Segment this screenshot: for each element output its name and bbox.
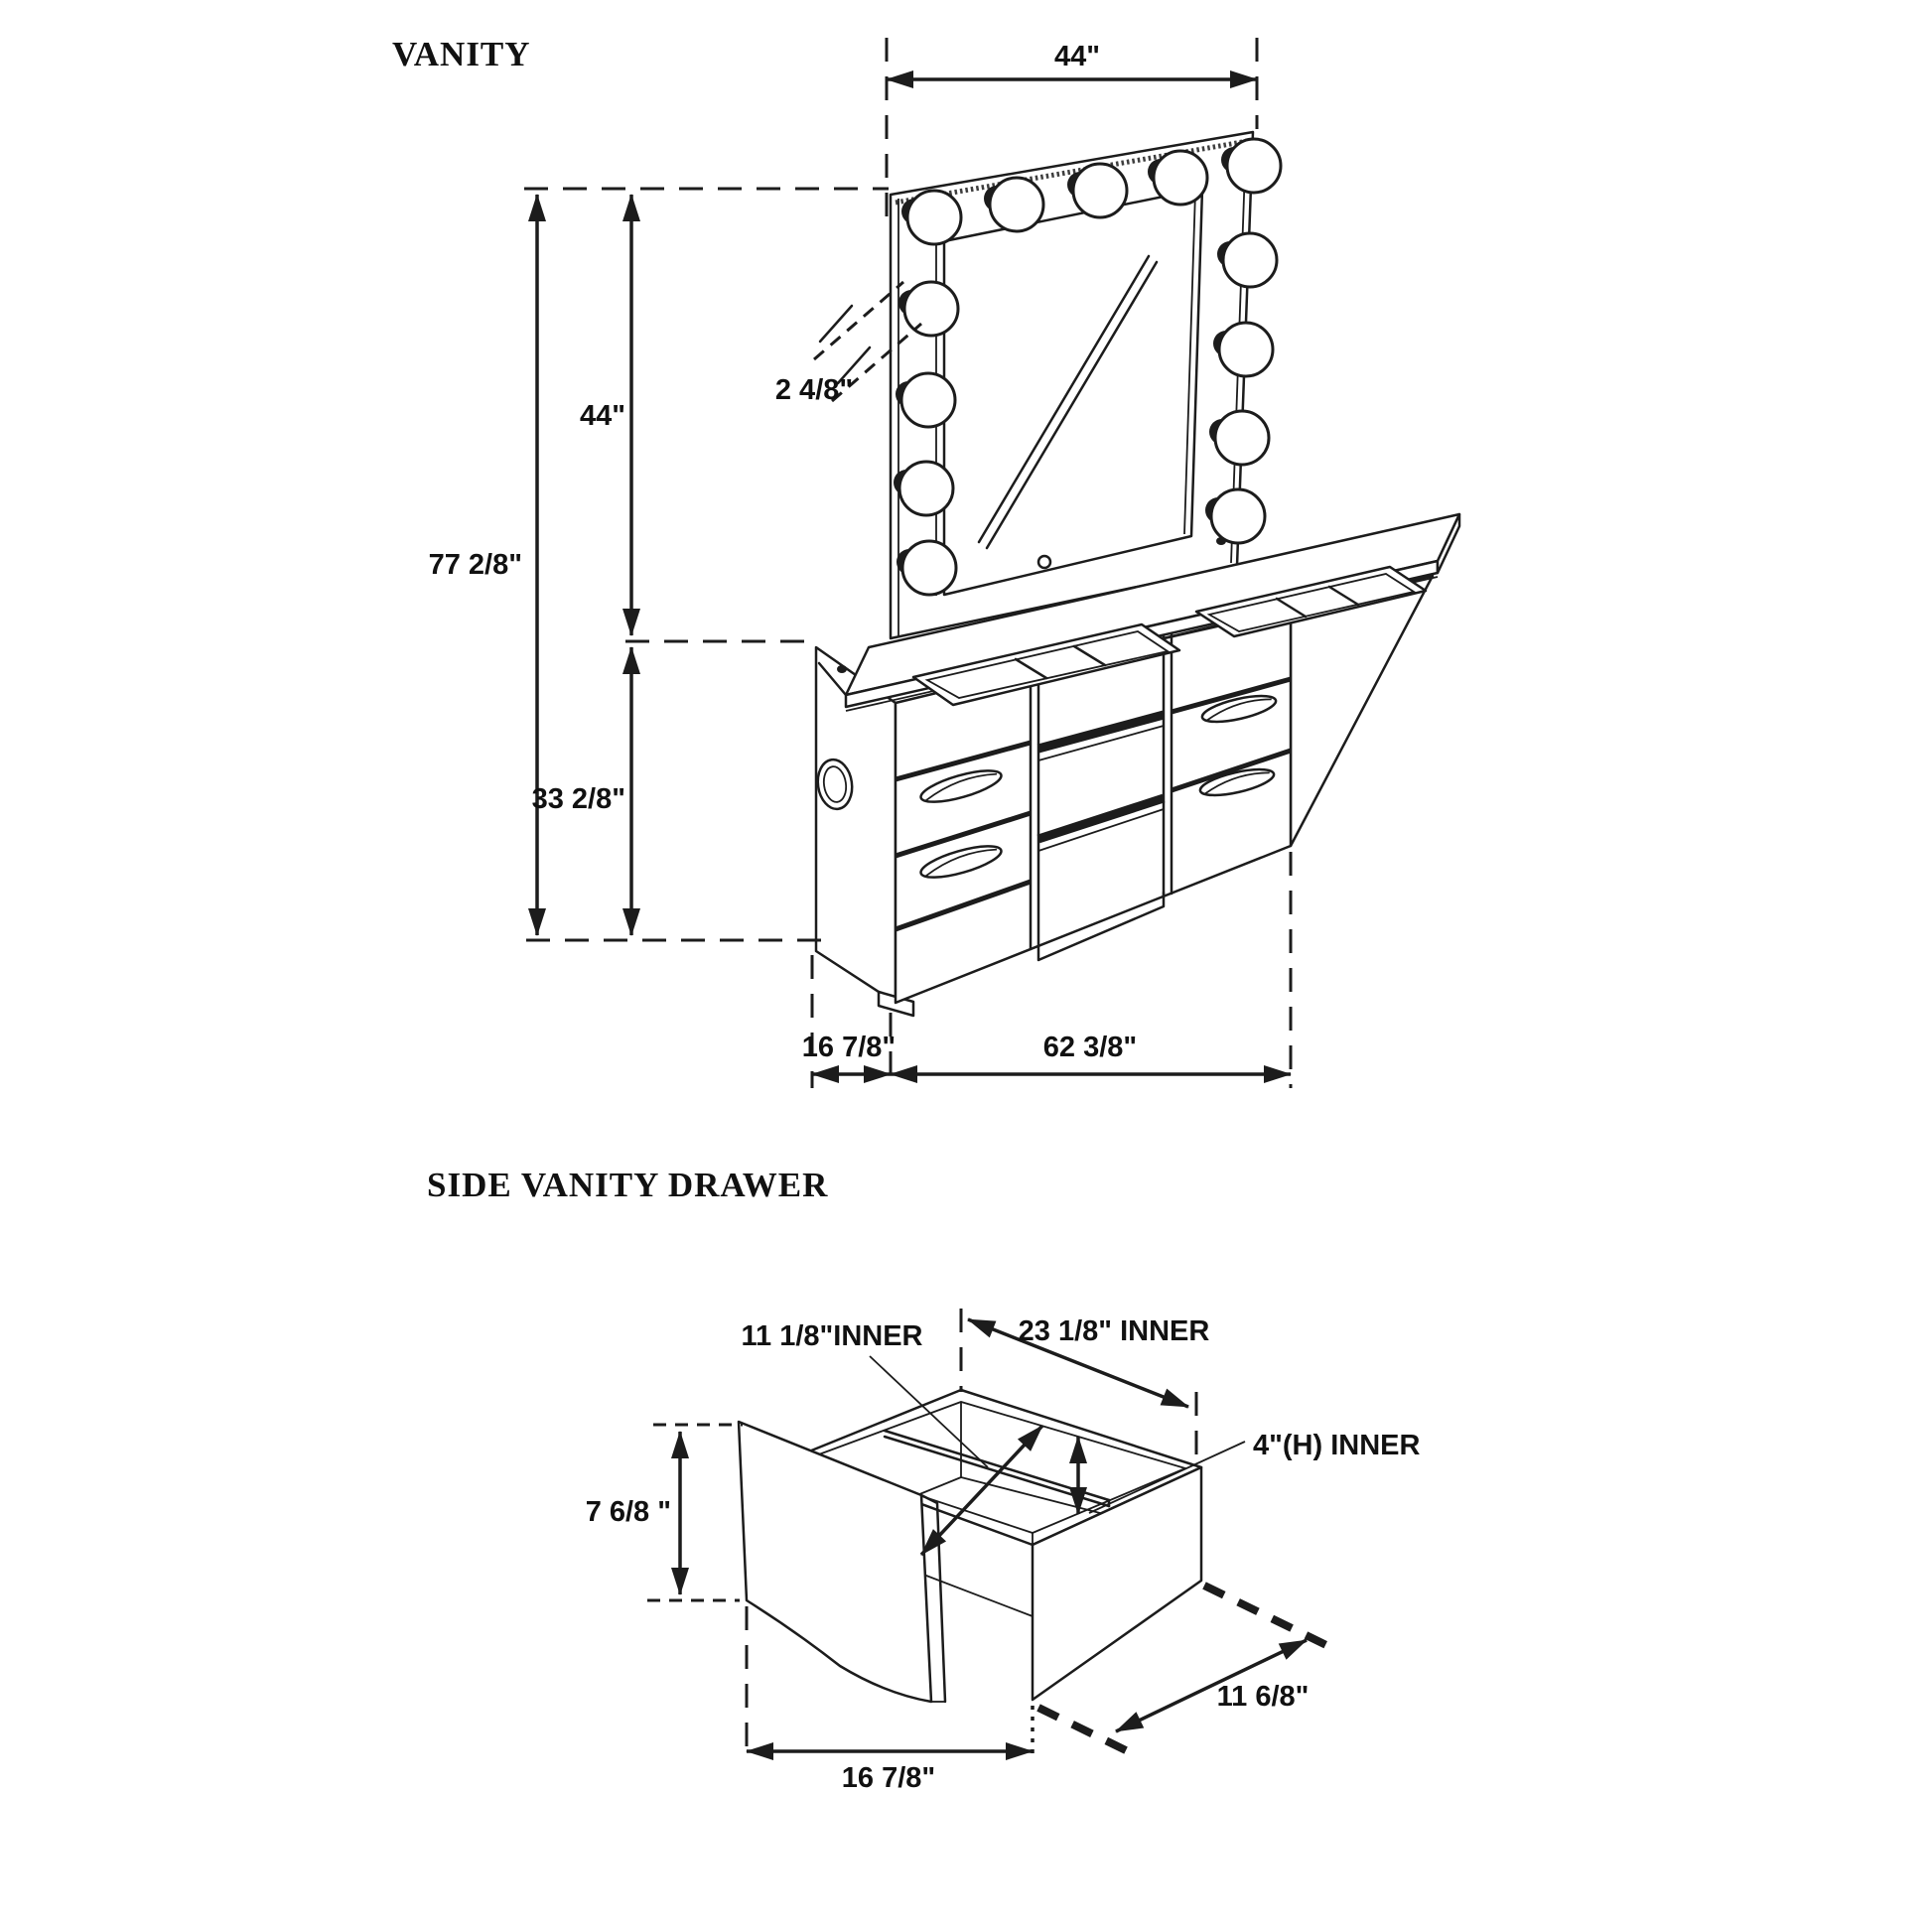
dim-drawer-depth-label: 11 6/8" — [1216, 1681, 1310, 1713]
dim-mirror-height-label: 44" — [579, 400, 625, 432]
figure2-title: SIDE VANITY DRAWER — [427, 1166, 829, 1204]
light-bulb — [1211, 489, 1265, 543]
light-bulb — [1227, 139, 1281, 193]
light-bulb — [1219, 323, 1273, 376]
dim-inner-height-label: 4"(H) INNER — [1253, 1430, 1421, 1461]
deck-screw — [837, 665, 847, 673]
dim-frame-thickness-label: 2 4/8" — [774, 374, 854, 406]
light-bulb — [990, 178, 1043, 231]
drawer-box — [739, 1390, 1201, 1702]
light-bulb — [1073, 164, 1127, 217]
dim-total-height-label: 77 2/8" — [428, 549, 522, 581]
fig2-dimensions — [586, 1309, 1421, 1794]
figure1-title: VANITY — [392, 35, 531, 73]
mirror — [891, 132, 1281, 638]
dim-inner-width-label: 11 1/8"INNER — [741, 1320, 923, 1352]
side-drawer-figure — [427, 1166, 1420, 1794]
light-bulb — [907, 191, 961, 244]
light-bulb — [904, 282, 958, 336]
extension-line — [1038, 1708, 1128, 1751]
dim-mirror-width-label: 44" — [1053, 41, 1101, 72]
vanity-figure — [392, 35, 1459, 1088]
light-bulb — [1215, 411, 1269, 465]
frame-screw-hole — [1038, 556, 1050, 568]
light-bulb — [1223, 233, 1277, 287]
dim-dresser-width-label: 62 3/8" — [1042, 1032, 1138, 1063]
light-bulb — [899, 462, 953, 515]
dim-drawer-width-label: 16 7/8" — [841, 1762, 936, 1794]
light-bulb — [1154, 151, 1207, 205]
dim-inner-depth-label: 23 1/8" INNER — [1018, 1315, 1210, 1347]
dim-dresser-depth-label: 16 7/8" — [801, 1032, 897, 1063]
dim-dresser-height-label: 33 2/8" — [531, 783, 625, 815]
deck-screw — [1216, 537, 1226, 545]
dim-front-height-label: 7 6/8 " — [585, 1496, 671, 1528]
light-bulb — [902, 541, 956, 595]
extension-line — [1204, 1586, 1332, 1648]
light-bulb — [901, 373, 955, 427]
